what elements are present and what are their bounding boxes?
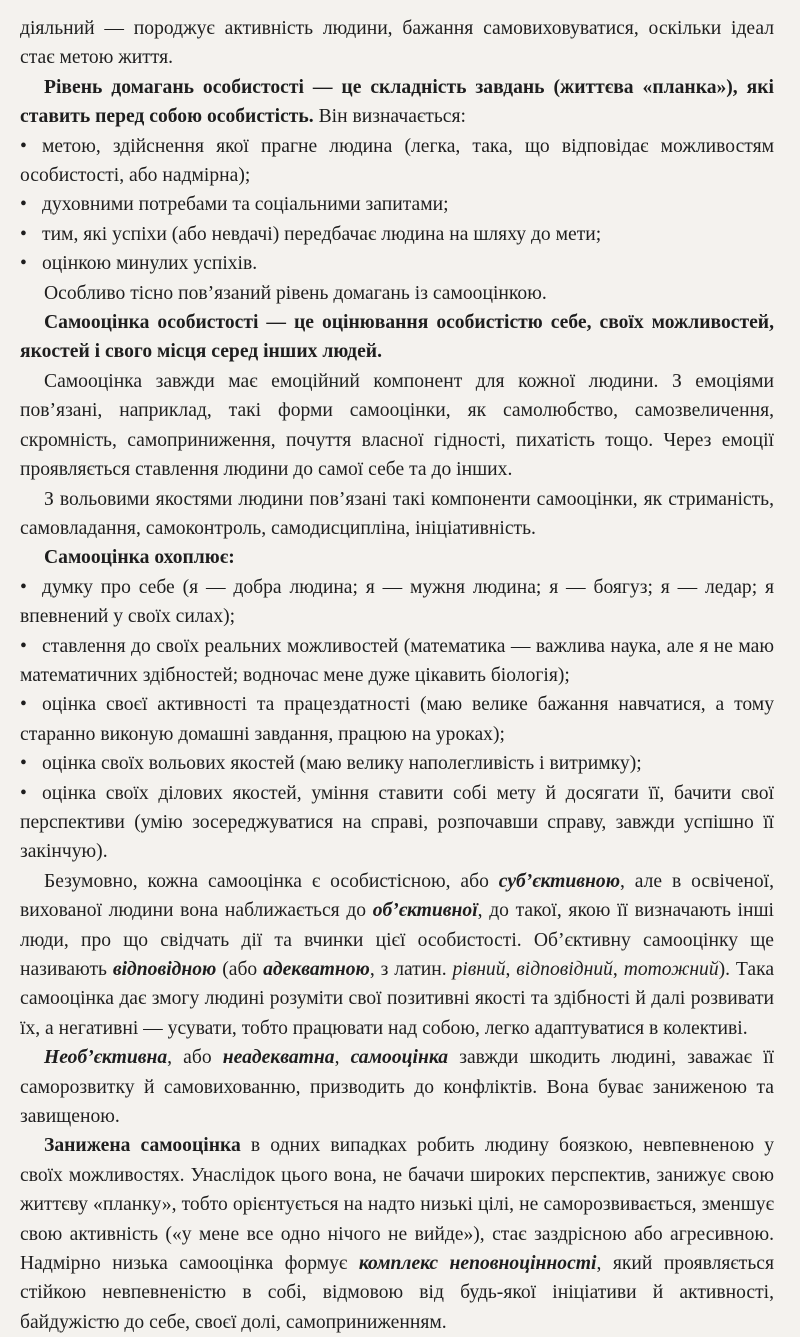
text-run: Безумовно, кожна самооцінка є особистісною, або bbox=[44, 870, 499, 892]
emphasis-text: відповідною bbox=[112, 959, 217, 980]
text-run: , або bbox=[167, 1047, 223, 1069]
emphasis-text: тотожний bbox=[623, 959, 719, 980]
text-run: діяльний — породжує активність людини, бажання самовиховуватися, оскільки ідеал стає метою життя. bbox=[20, 18, 774, 69]
bullet-item bbox=[20, 749, 774, 778]
bullet-item bbox=[20, 779, 774, 867]
paragraph bbox=[20, 308, 774, 367]
bullet-item bbox=[20, 249, 774, 278]
bullet-icon: • bbox=[20, 253, 27, 275]
emphasis-text: комплекс неповноцінності bbox=[358, 1253, 597, 1275]
emphasis-text: суб’єктивною bbox=[498, 870, 621, 892]
bullet-icon: • bbox=[20, 194, 27, 216]
text-run: , який проявляється стійкою невпевненістю в собі, відмовою від будь-якої ініціативи й активності, байдужістю до себе, своєї долі, самоприниженням. bbox=[20, 1253, 774, 1333]
text-run: ). Така самооцінка дає змогу людині розуміти свої позитивні якості та здібності й далі розвивати їх, а негативні — усувати, тобто працювати над собою, легко адаптуватися в колективі. bbox=[20, 959, 775, 1039]
text-run: , але в освіченої, вихованої людини вона наближається до bbox=[20, 870, 774, 922]
text-run: , з латин. bbox=[369, 959, 453, 980]
paragraph bbox=[20, 367, 774, 485]
bullet-icon: • bbox=[20, 635, 27, 657]
emphasis-text: об’єктивної bbox=[372, 900, 478, 922]
text-run: думку про себе (я — добра людина; я — мужня людина; я — боягуз; я — ледар; я впевнений у своїх силах); bbox=[20, 576, 774, 628]
paragraph bbox=[20, 1043, 774, 1131]
emphasis-text: Необ’єктивна bbox=[44, 1047, 168, 1069]
text-run: З вольовими якостями людини пов’язані такі компоненти самооцінки, як стриманість, самовладання, самоконтроль, самодисципліна, ініціативність. bbox=[20, 488, 774, 539]
text-run: , bbox=[505, 959, 517, 980]
text-run: оцінка своїх вольових якостей (маю велику наполегливість і витримку); bbox=[42, 753, 642, 775]
text-run: оцінкою минулих успіхів. bbox=[42, 253, 258, 275]
emphasis-text: Самооцінка охоплює: bbox=[44, 547, 235, 569]
bullet-icon: • bbox=[20, 694, 27, 716]
text-run: Він визначається: bbox=[313, 106, 466, 128]
bullet-icon: • bbox=[20, 576, 27, 598]
bullet-icon: • bbox=[20, 223, 27, 245]
emphasis-text: Занижена самооцінка bbox=[44, 1135, 241, 1157]
paragraph bbox=[20, 867, 774, 1043]
page-text bbox=[20, 14, 774, 1337]
text-run: завжди шкодить людині, заважає її саморозвитку й самовихованню, призводить до конфліктів. Вона буває заниженою та завищеною. bbox=[20, 1047, 774, 1128]
bullet-icon: • bbox=[20, 782, 27, 804]
emphasis-text: неадекватна bbox=[222, 1047, 335, 1069]
text-run: (або bbox=[216, 959, 264, 980]
paragraph bbox=[20, 73, 774, 132]
emphasis-text: відповідний bbox=[516, 959, 613, 980]
text-run: ставлення до своїх реальних можливостей (математика — важлива наука, але я не маю математичних здібностей; водночас мене дуже цікавить біологія); bbox=[20, 635, 774, 686]
bullet-item bbox=[20, 220, 774, 249]
text-run: , bbox=[334, 1047, 351, 1069]
bullet-item bbox=[20, 690, 774, 749]
text-run: тим, які успіхи (або невдачі) передбачає людина на шляху до мети; bbox=[42, 223, 602, 245]
paragraph bbox=[20, 543, 774, 572]
text-run: оцінка своїх ділових якостей, уміння ставити собі мету й досягати її, бачити свої перспективи (умію зосереджуватися на справі, розпочавши справу, завжди успішно її закінчую). bbox=[20, 782, 774, 863]
bullet-item bbox=[20, 190, 774, 219]
text-run: оцінка своєї активності та працездатності (маю велике бажання навчатися, а тому старанно виконую домашні завдання, працюю на уроках); bbox=[20, 694, 774, 745]
bullet-icon: • bbox=[20, 135, 27, 157]
paragraph bbox=[20, 279, 774, 308]
bullet-item bbox=[20, 573, 774, 632]
emphasis-text: Самооцінка особистості — це оцінювання особистістю себе, своїх можливостей, якостей і свого місця серед інших людей. bbox=[20, 312, 774, 363]
text-run: в одних випадках робить людину боязкою, невпевненою у своїх можливостях. Унаслідок цього вона, не бачачи широких перспектив, занижує свою життєву «планку», тобто орієнтується на надто низькі цілі, не саморозвивається, зменшує свою активність («у мене все одно нічого не вийде»), стає заздрісною або агресивною. Надмірно низька самооцінка формує bbox=[20, 1135, 774, 1275]
emphasis-text: самооцінка bbox=[350, 1047, 449, 1069]
text-run: , bbox=[612, 959, 624, 980]
bullet-item bbox=[20, 632, 774, 691]
text-run: метою, здійснення якої прагне людина (легка, така, що відповідає можливостям особистості, або надмірна); bbox=[20, 135, 774, 187]
text-run: Особливо тісно пов’язаний рівень домагань із самооцінкою. bbox=[44, 282, 547, 304]
bullet-item bbox=[20, 132, 774, 191]
text-run: духовними потребами та соціальними запитами; bbox=[42, 194, 449, 216]
emphasis-text: рівний bbox=[452, 959, 506, 980]
paragraph bbox=[20, 14, 774, 73]
emphasis-text: Рівень домагань особистості — це складність завдань (життєва «планка»), які ставить перед собою особистість. bbox=[20, 76, 774, 128]
text-run: Самооцінка завжди має емоційний компонент для кожної людини. З емоціями пов’язані, наприклад, такі форми самооцінки, як самолюбство, самозвеличення, скромність, самоприниження, почуття власної гідності, пихатість тощо. Через емоції проявляється ставлення людини до самої себе та до інших. bbox=[20, 370, 774, 481]
emphasis-text: адекватною bbox=[263, 959, 370, 980]
paragraph bbox=[20, 1131, 774, 1337]
text-run: , до такої, якою її визначають інші люди, про що свідчать дії та вчинки цієї особистості. Об’єктивну самооцінку ще називають bbox=[20, 900, 774, 980]
bullet-icon: • bbox=[20, 753, 27, 775]
paragraph bbox=[20, 485, 774, 544]
